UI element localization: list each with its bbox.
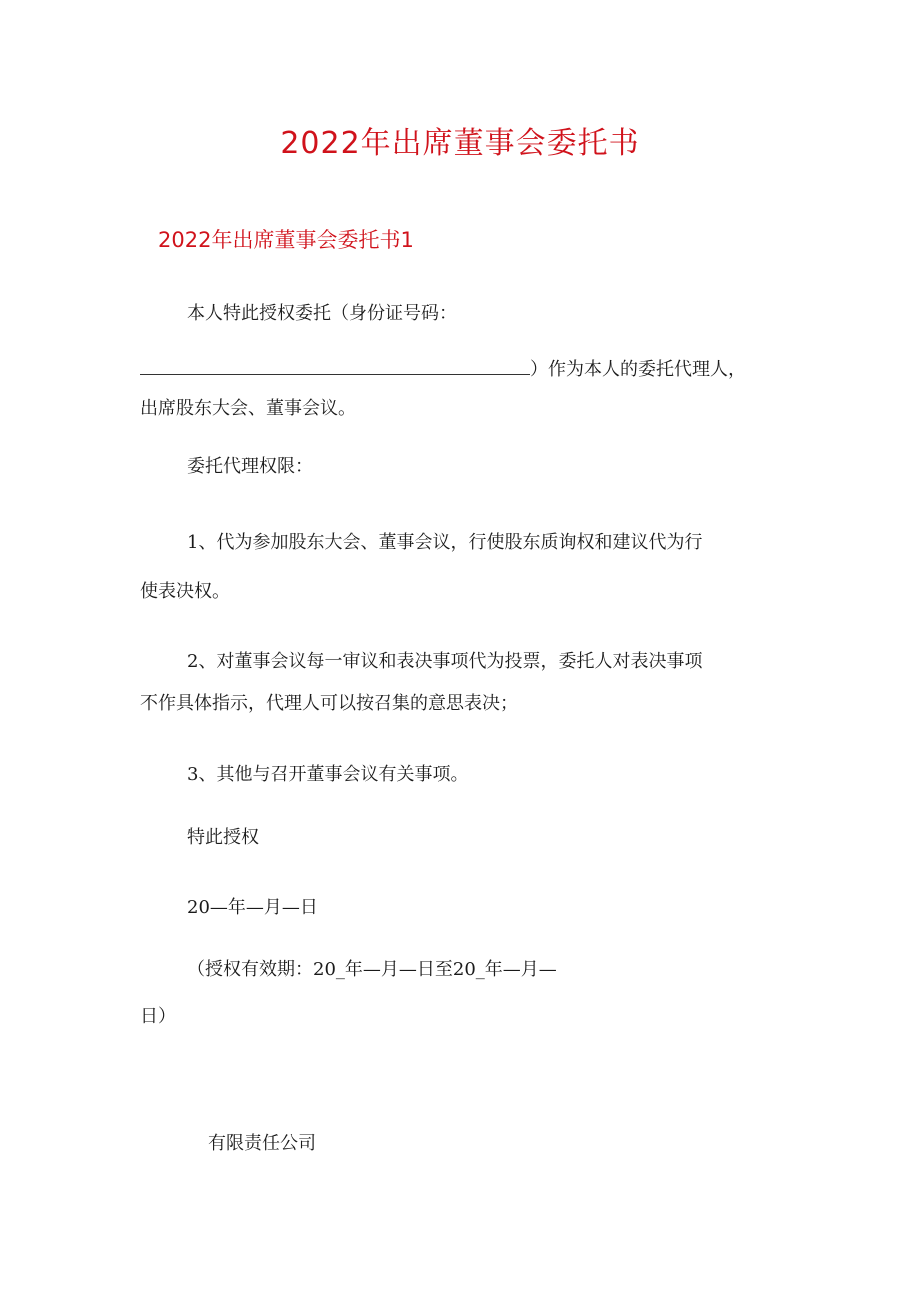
- intro-line-3: 出席股东大会、董事会议。: [140, 398, 356, 419]
- item-2-line-1: 2、对董事会议每一审议和表决事项代为投票，委托人对表决事项: [187, 651, 703, 672]
- item-2-line-2: 不作具体指示，代理人可以按召集的意思表决；: [140, 693, 518, 714]
- id-number-blank: [140, 356, 530, 375]
- item-3: 3、其他与召开董事会议有关事项。: [187, 764, 469, 785]
- intro-line-2: [140, 356, 746, 382]
- item-1-line-2: 使表决权。: [140, 581, 230, 602]
- closing-text: 特此授权: [187, 827, 259, 848]
- company-name: 有限责任公司: [208, 1133, 316, 1154]
- scope-heading: 委托代理权限：: [187, 456, 313, 477]
- signing-date: 20—年—月—日: [187, 897, 318, 918]
- document-title: 2022年出席董事会委托书: [280, 126, 640, 161]
- item-1-line-1: 1、代为参加股东大会、董事会议，行使股东质询权和建议代为行: [187, 532, 703, 553]
- intro-line-1: 本人特此授权委托（身份证号码：: [187, 303, 457, 324]
- section-subtitle: 2022年出席董事会委托书1: [158, 228, 414, 252]
- intro-line-2-tail: ）作为本人的委托代理人，: [530, 359, 746, 380]
- validity-line-1: （授权有效期：20_年—月—日至20_年—月—: [187, 959, 557, 980]
- validity-line-2: 日）: [140, 1006, 176, 1027]
